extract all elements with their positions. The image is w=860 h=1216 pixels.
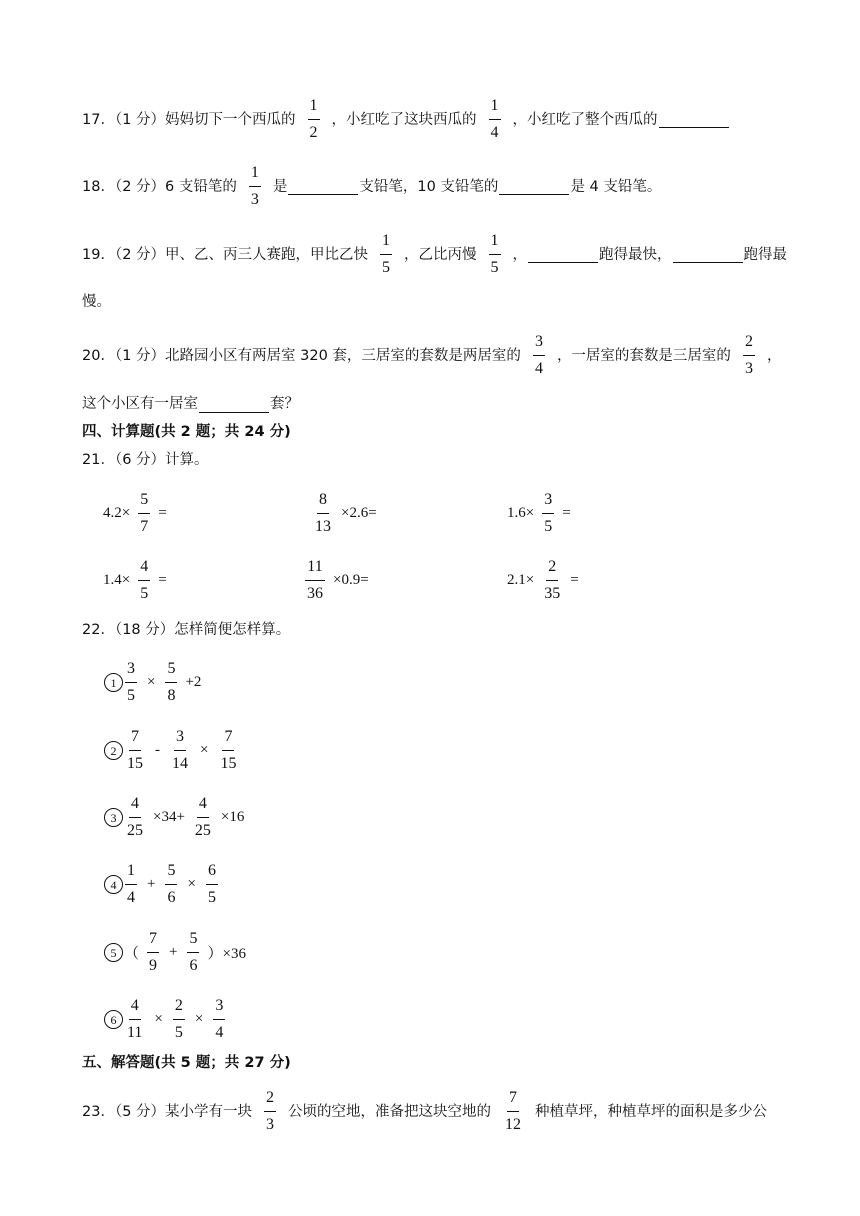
- q20-mid: ，一居室的套数是三居室的: [556, 347, 731, 364]
- q21-expr-4: 1.4× $\frac{4}{5}$ =: [103, 558, 167, 602]
- circled-number: 4: [104, 875, 123, 894]
- question-19-continued: [82, 292, 810, 312]
- q19-prefix: 19．（2 分）甲、乙、丙三人赛跑，甲比乙快: [82, 246, 369, 263]
- answer-blank[interactable]: [528, 246, 598, 263]
- q23-end: 种植草坪，种植草坪的面积是多少公: [535, 1103, 768, 1120]
- answer-blank[interactable]: [499, 178, 569, 195]
- q19-mid: ，乙比丙慢: [404, 246, 477, 263]
- q17-end: ，小红吃了整个西瓜的: [512, 111, 658, 128]
- answer-blank[interactable]: [199, 396, 269, 413]
- question-20: [82, 332, 810, 379]
- answer-blank[interactable]: [673, 246, 743, 263]
- section-5-heading: 五、解答题(共 5 题；共 27 分): [82, 1055, 291, 1071]
- q22-problem-1: 1 $\frac{3}{5}$ × $\frac{5}{8}$ +2: [104, 659, 201, 706]
- question-19: [82, 231, 810, 278]
- circled-number: 3: [104, 808, 123, 827]
- q23-mid: 公顷的空地，准备把这块空地的: [288, 1103, 492, 1120]
- circled-number: 6: [104, 1010, 123, 1029]
- q22-problem-2: 2 $\frac{7}{15}$ - $\frac{3}{14}$ × $\frac{7}{15}$: [104, 727, 246, 774]
- question-22-title: 22．（18 分）怎样简便怎样算。: [82, 622, 291, 638]
- q21-expr-6: 2.1× $\frac{2}{35}$ =: [507, 558, 579, 602]
- q21-expr-2: $\frac{8}{13}$ ×2.6=: [315, 491, 377, 535]
- q17-fraction-1: $\frac{1}{2}$: [309, 97, 318, 141]
- q20-end: ，: [766, 347, 782, 364]
- q17-fraction-2: $\frac{1}{4}$: [490, 97, 499, 141]
- q22-problem-3: 3 $\frac{4}{25}$ ×34+ $\frac{4}{25}$ ×16: [104, 794, 244, 841]
- q22-problem-5: 5 （ $\frac{7}{9}$ + $\frac{5}{6}$ ）×36: [104, 929, 246, 976]
- answer-blank[interactable]: [659, 111, 729, 128]
- q21-expr-5: $\frac{11}{36}$ ×0.9=: [307, 558, 369, 602]
- q20-cont-2: 套？: [270, 396, 299, 412]
- question-18: [82, 163, 810, 210]
- q19-end: 跑得最: [743, 246, 788, 263]
- q21-expr-3: 1.6× $\frac{3}{5}$ =: [507, 491, 571, 535]
- q23-prefix: 23．（5 分）某小学有一块: [82, 1103, 253, 1120]
- q21-expr-1: 4.2× $\frac{5}{7}$ =: [103, 491, 167, 535]
- q20-fraction-1: $\frac{3}{4}$: [534, 333, 543, 377]
- answer-blank[interactable]: [288, 178, 358, 195]
- q23-fraction-1: $\frac{2}{3}$: [266, 1089, 275, 1133]
- q19-mid-2: ，: [512, 246, 528, 263]
- q20-fraction-2: $\frac{2}{3}$: [744, 333, 753, 377]
- q19-cont: 慢。: [82, 294, 111, 310]
- circled-number: 2: [104, 741, 123, 760]
- circled-number: 1: [104, 673, 123, 692]
- q20-prefix: 20．（1 分）北路园小区有两居室 320 套，三居室的套数是两居室的: [82, 347, 521, 364]
- q17-mid: ，小红吃了这块西瓜的: [331, 111, 477, 128]
- q22-problem-4: 4 $\frac{1}{4}$ + $\frac{5}{6}$ × $\frac{6}{5}$: [104, 861, 226, 908]
- circled-number: 5: [104, 943, 123, 962]
- q20-cont-1: 这个小区有一居室: [82, 396, 198, 412]
- q18-fraction-1: $\frac{1}{3}$: [250, 164, 259, 208]
- q23-fraction-2: $\frac{7}{12}$: [505, 1089, 522, 1133]
- question-23: [82, 1088, 810, 1135]
- question-21-title: 21．（6 分）计算。: [82, 452, 209, 468]
- section-4-heading: 四、计算题(共 2 题；共 24 分): [82, 424, 291, 440]
- q22-problem-6: 6 $\frac{4}{11}$ × $\frac{2}{5}$ × $\frac{3}{4}$: [104, 996, 233, 1043]
- q19-mid-3: 跑得最快，: [599, 246, 672, 263]
- q18-end: 是 4 支铅笔。: [570, 178, 662, 195]
- q18-mid-2: 支铅笔，10 支铅笔的: [359, 178, 499, 195]
- question-20-continued: [82, 394, 810, 414]
- q19-fraction-1: $\frac{1}{5}$: [382, 232, 391, 276]
- question-17: [82, 96, 810, 143]
- q18-prefix: 18．（2 分）6 支铅笔的: [82, 178, 237, 195]
- q17-prefix: 17．（1 分）妈妈切下一个西瓜的: [82, 111, 296, 128]
- q18-mid-1: 是: [272, 178, 288, 195]
- q19-fraction-2: $\frac{1}{5}$: [490, 232, 499, 276]
